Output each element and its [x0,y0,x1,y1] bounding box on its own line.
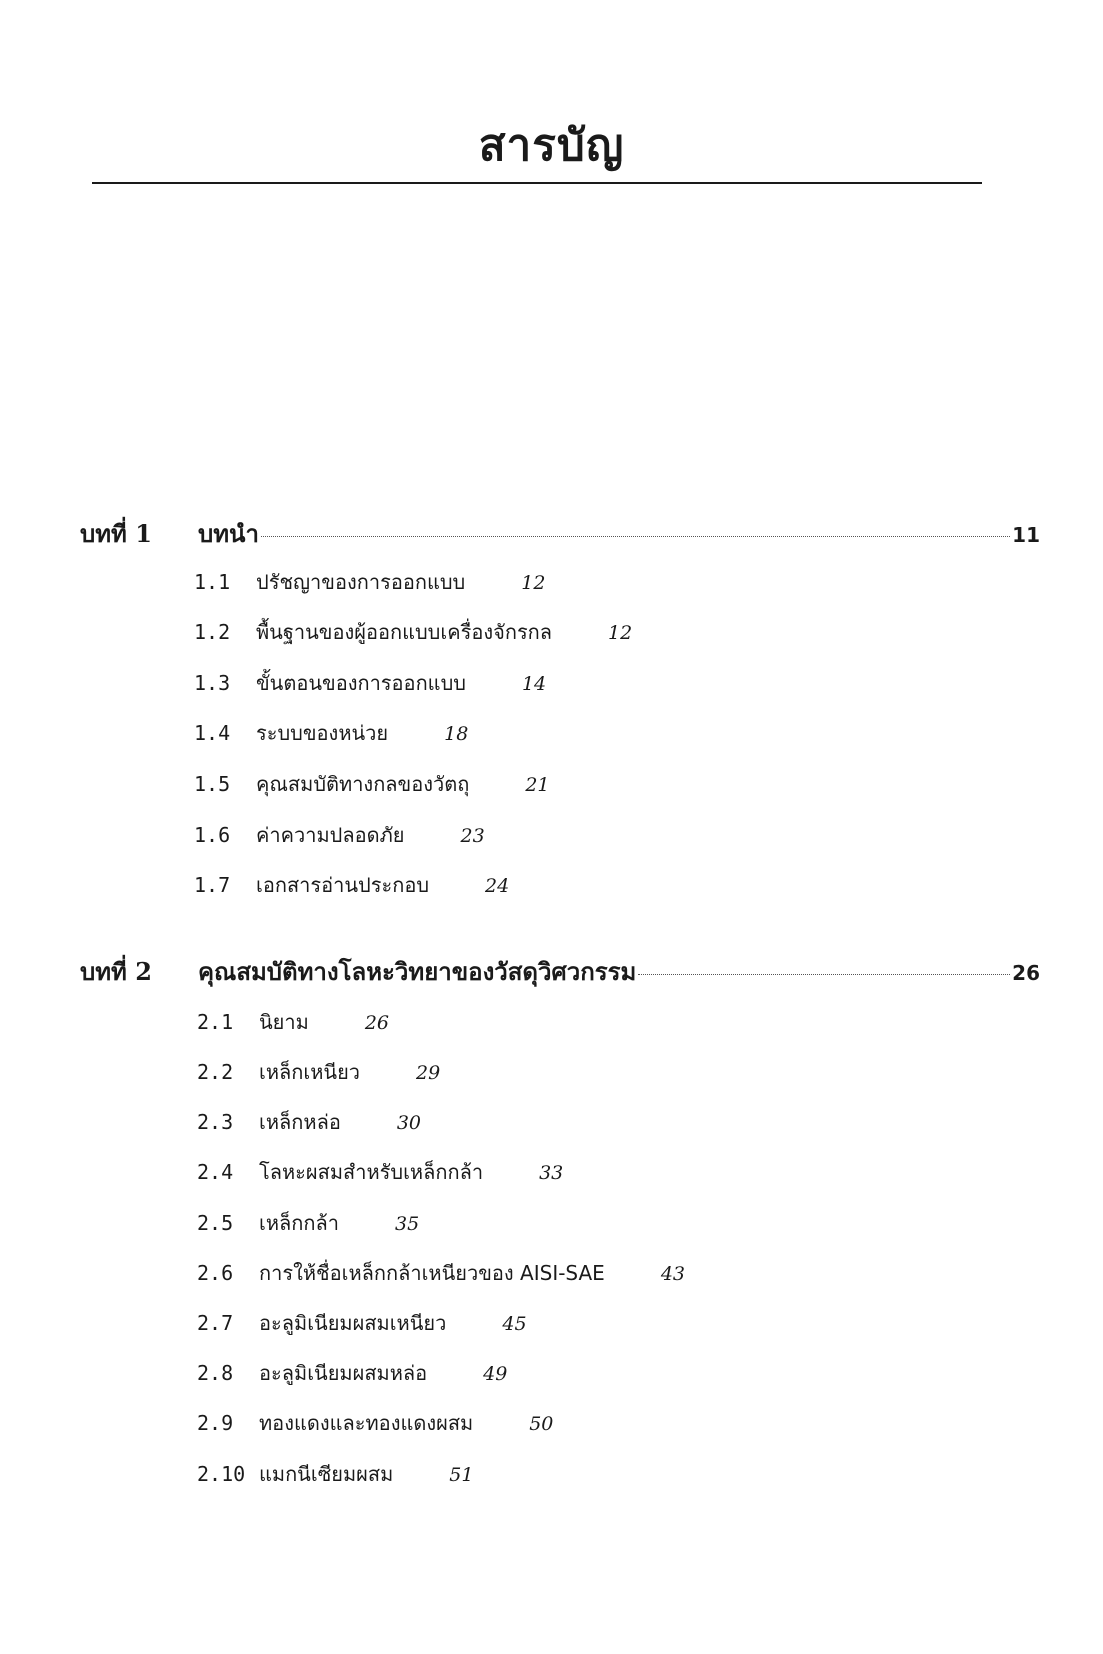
section-page-number: 35 [394,1213,420,1235]
section-number: 1.7 [194,873,231,897]
section-number: 1.2 [194,620,231,644]
section-page-number: 33 [539,1162,564,1184]
section-title: เหล็กเหนียว [259,1060,361,1084]
section-title: โลหะผสมสำหรับเหล็กกล้า [259,1160,484,1184]
section-page-number: 49 [483,1363,508,1385]
section-number: 1.4 [194,721,231,745]
section-page-number: 24 [485,875,510,897]
section-number: 1.6 [194,823,231,847]
chapter-number: บทที่ 2 [80,957,152,986]
dot-leader [261,536,1010,537]
toc-chapter-2[interactable] [80,952,1040,986]
section-page-number: 23 [460,825,485,847]
chapter-page-number: 11 [1012,523,1040,547]
section-page-number: 18 [444,723,469,745]
toc-section[interactable] [197,1056,440,1088]
section-title: ขั้นตอนของการออกแบบ [256,671,466,695]
toc-section[interactable] [197,1458,473,1490]
section-page-number: 30 [396,1112,422,1134]
section-title: พื้นฐานของผู้ออกแบบเครื่องจักรกล [256,620,553,644]
section-number: 2.9 [197,1411,234,1435]
toc-section[interactable] [194,566,545,598]
section-number: 2.5 [197,1211,234,1235]
section-page-number: 51 [449,1464,474,1486]
toc-section[interactable] [197,1257,685,1289]
section-number: 2.4 [197,1160,234,1184]
section-page-number: 43 [660,1263,686,1285]
title-underline [92,182,982,184]
section-title: การให้ชื่อเหล็กกล้าเหนียวของ AISI-SAE [259,1261,605,1285]
section-number: 2.10 [197,1462,246,1486]
section-title: คุณสมบัติทางกลของวัตถุ [256,772,470,796]
toc-section[interactable] [194,869,509,901]
toc-section[interactable] [197,1156,563,1188]
section-title: เหล็กกล้า [259,1211,339,1235]
toc-chapter-1[interactable] [80,514,1040,548]
section-title: ปรัชญาของการออกแบบ [256,570,466,594]
section-number: 2.3 [197,1110,234,1134]
section-page-number: 26 [364,1012,389,1034]
section-page-number: 21 [525,774,550,796]
section-number: 2.2 [197,1060,234,1084]
chapter-page-number: 26 [1012,961,1040,985]
section-number: 2.6 [197,1261,234,1285]
section-title: ค่าความปลอดภัย [256,823,405,847]
section-page-number: 29 [416,1062,441,1084]
toc-section[interactable] [197,1407,553,1439]
section-page-number: 14 [521,673,547,695]
section-page-number: 12 [521,572,546,594]
section-number: 1.3 [194,671,231,695]
section-title: นิยาม [259,1010,309,1034]
chapter-title: คุณสมบัติทางโลหะวิทยาของวัสดุวิศวกรรม [198,957,637,986]
section-title: ทองแดงและทองแดงผสม [259,1411,474,1435]
section-number: 2.7 [197,1311,234,1335]
toc-section[interactable] [197,1357,507,1389]
toc-section[interactable] [197,1106,421,1138]
section-page-number: 45 [502,1313,527,1335]
toc-section[interactable] [194,768,550,800]
dot-leader [638,974,1010,975]
toc-section[interactable] [197,1006,389,1038]
section-number: 1.5 [194,772,231,796]
section-title: แมกนีเซียมผสม [259,1462,394,1486]
section-title: ระบบของหน่วย [256,721,389,745]
section-title: เอกสารอ่านประกอบ [256,873,430,897]
toc-section[interactable] [194,667,546,699]
section-title: อะลูมิเนียมผสมหล่อ [259,1361,428,1385]
page-title: สารบัญ [478,120,625,171]
chapter-number: บทที่ 1 [80,519,152,548]
toc-section[interactable] [194,717,468,749]
toc-section[interactable] [197,1207,419,1239]
toc-section[interactable] [194,819,485,851]
section-title: เหล็กหล่อ [259,1110,341,1134]
section-page-number: 12 [608,622,633,644]
section-page-number: 50 [529,1413,554,1435]
toc-section[interactable] [194,616,632,648]
toc-section[interactable] [197,1307,527,1339]
chapter-title: บทนำ [198,519,259,548]
section-title: อะลูมิเนียมผสมเหนียว [259,1311,447,1335]
section-number: 2.1 [197,1010,234,1034]
section-number: 1.1 [194,570,231,594]
section-number: 2.8 [197,1361,234,1385]
